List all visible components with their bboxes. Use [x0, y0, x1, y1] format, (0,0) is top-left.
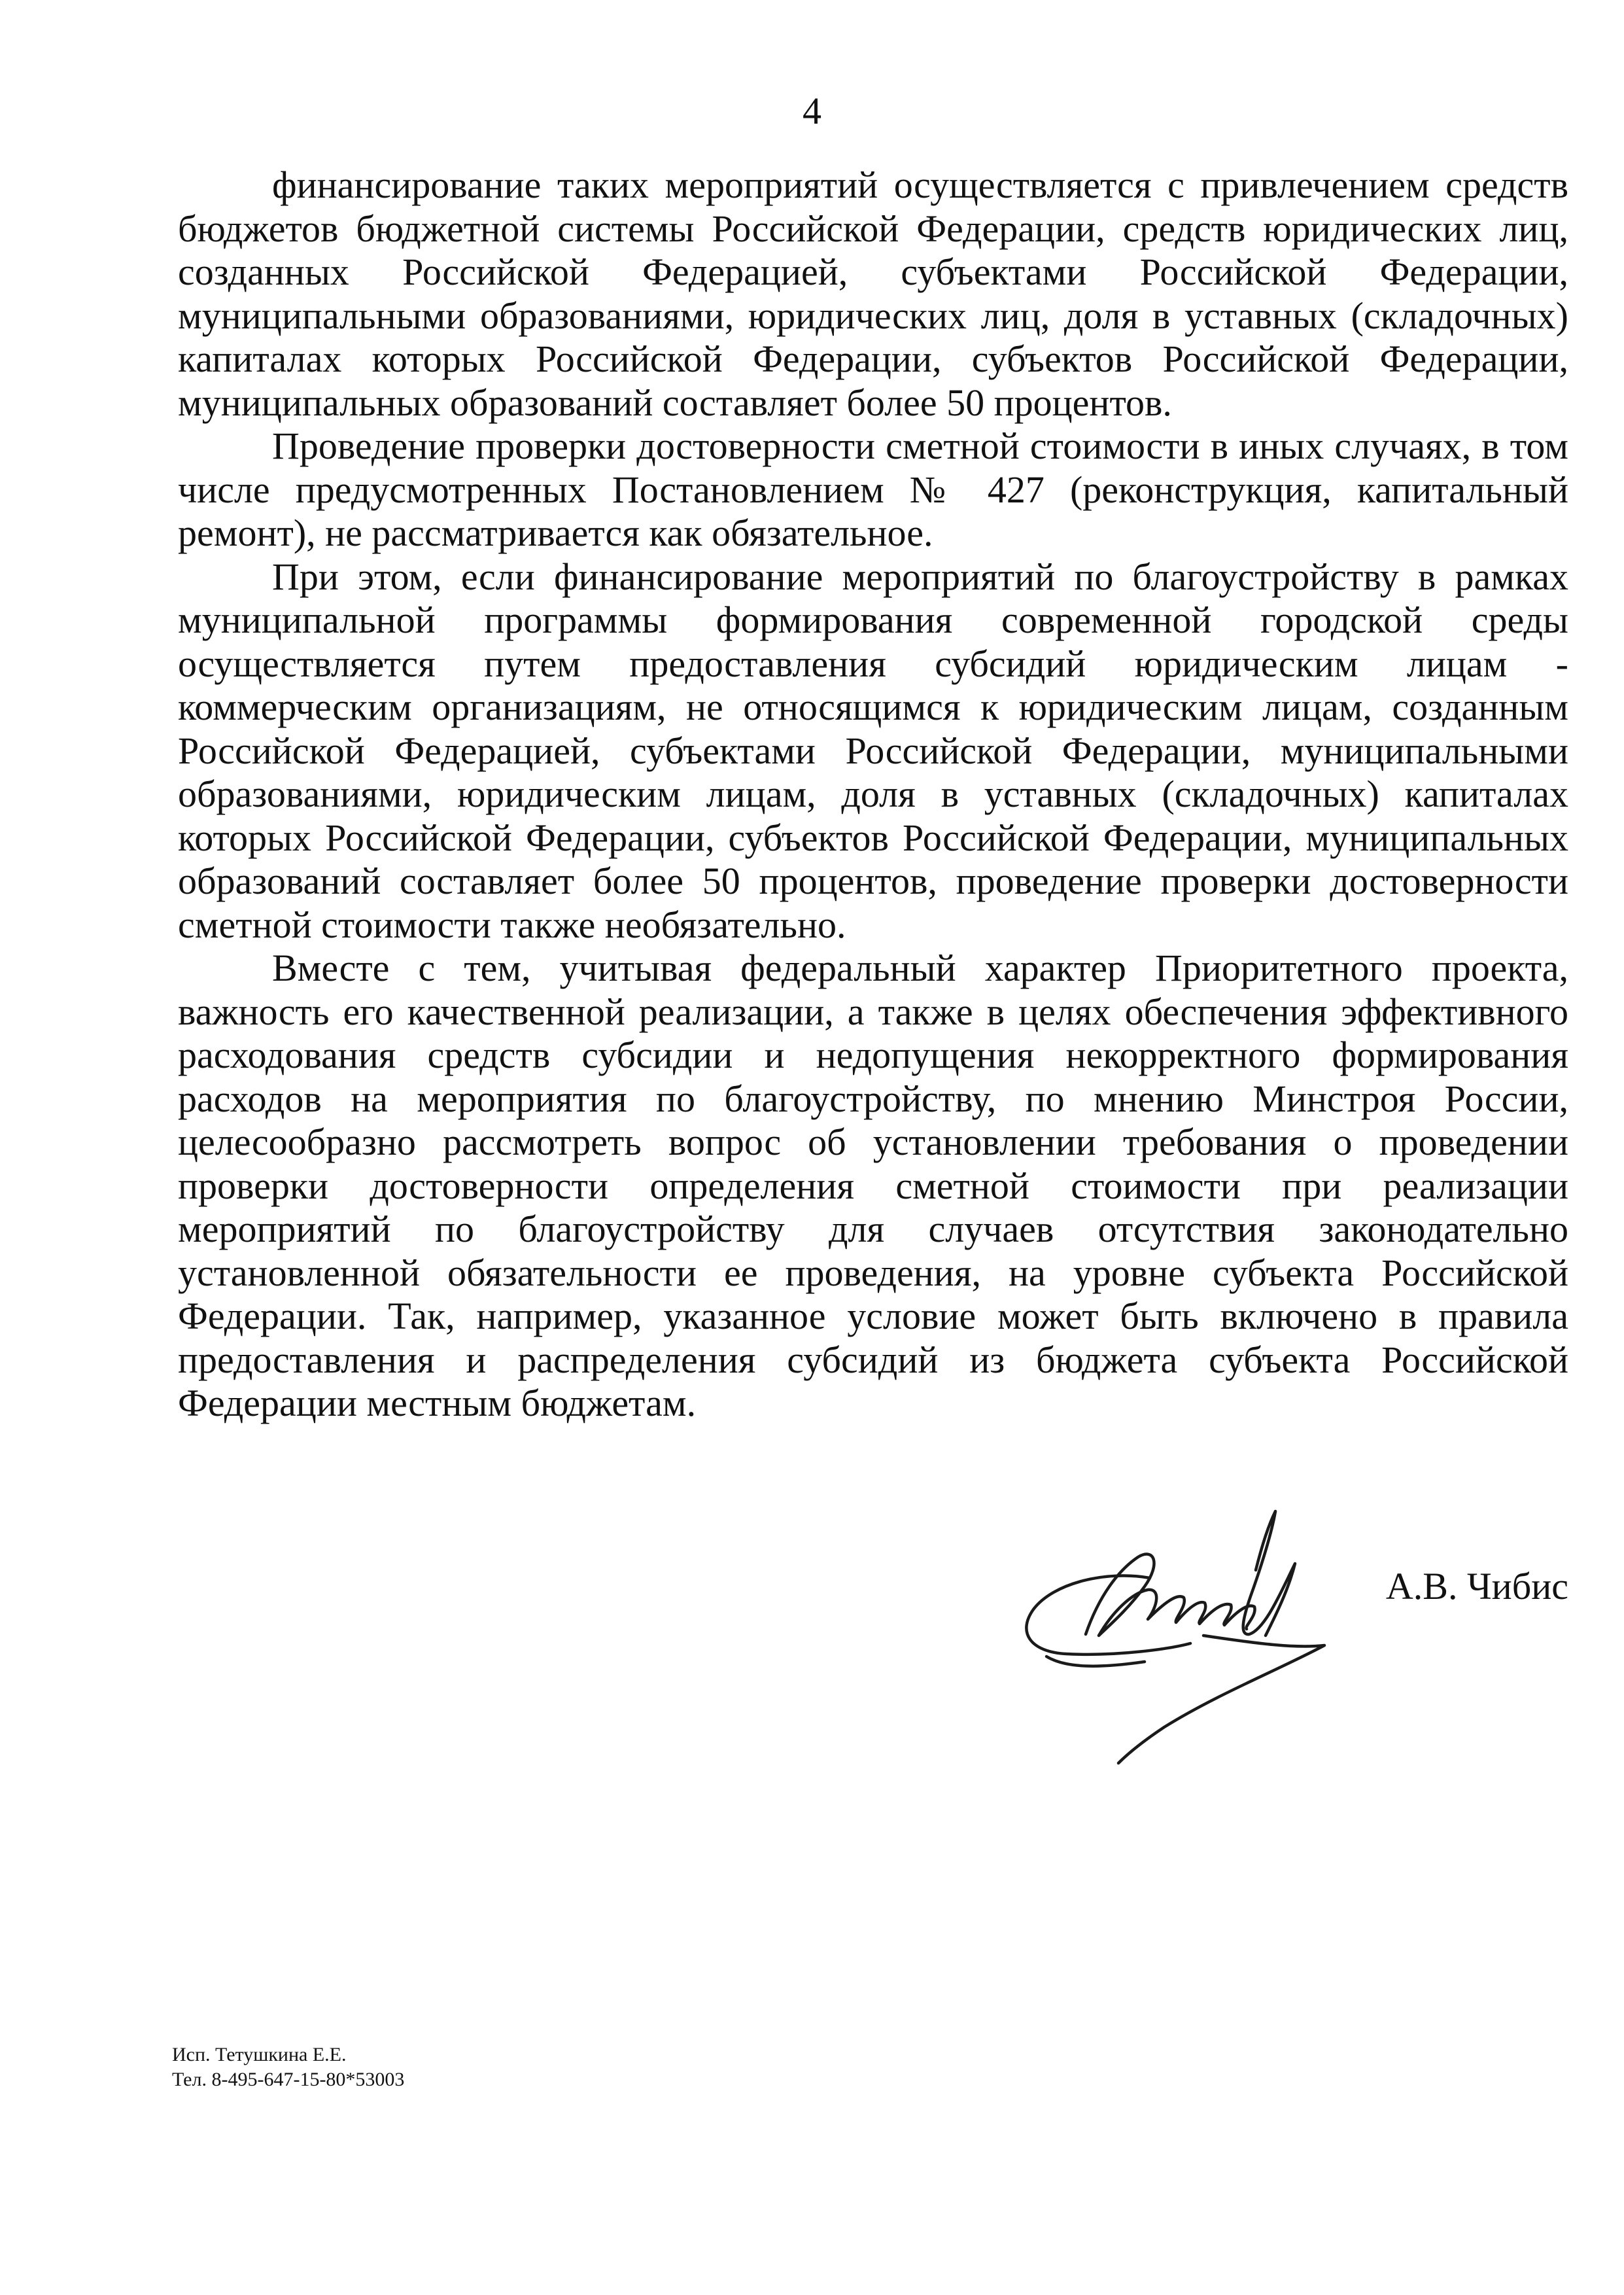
text-line: проверки достоверности определения сметной стоимости при реализации	[178, 1164, 1568, 1207]
text-line: Федерации. Так, например, указанное условие может быть включено в правила	[178, 1295, 1568, 1337]
text-line: Российской Федерацией, субъектами Российской Федерации, муниципальными	[178, 729, 1568, 772]
text-line: мероприятий по благоустройству для случаев отсутствия законодательно	[178, 1208, 1568, 1250]
page-number: 4	[803, 90, 821, 132]
text-line: ремонт), не рассматривается как обязательное.	[178, 512, 933, 554]
text-line: предоставления и распределения субсидий из бюджета субъекта Российской	[178, 1338, 1568, 1381]
text-line: При этом, если финансирование мероприятий по благоустройству в рамках	[272, 555, 1568, 598]
text-line: образований составляет более 50 процентов, проведение проверки достоверности	[178, 860, 1568, 902]
handwritten-signature	[1007, 1472, 1360, 1779]
text-line: Вместе с тем, учитывая федеральный характер Приоритетного проекта,	[272, 947, 1568, 989]
paragraph-3	[178, 555, 1568, 947]
text-line: которых Российской Федерации, субъектов Российской Федерации, муниципальных	[178, 816, 1568, 859]
text-line: Проведение проверки достоверности сметной стоимости в иных случаях, в том	[272, 425, 1568, 467]
signatory-name: А.В. Чибис	[1385, 1565, 1568, 1607]
text-line: важность его качественной реализации, а также в целях обеспечения эффективного	[178, 990, 1568, 1033]
text-line: созданных Российской Федерацией, субъектами Российской Федерации,	[178, 251, 1568, 293]
text-line: расходов на мероприятия по благоустройству, по мнению Минстроя России,	[178, 1077, 1568, 1120]
text-line: целесообразно рассмотреть вопрос об установлении требования о проведении	[178, 1121, 1568, 1163]
text-line: бюджетов бюджетной системы Российской Федерации, средств юридических лиц,	[178, 207, 1568, 250]
text-line: образованиями, юридическим лицам, доля в уставных (складочных) капиталах	[178, 773, 1568, 815]
text-line: капиталах которых Российской Федерации, субъектов Российской Федерации,	[178, 338, 1568, 380]
text-line: муниципальными образованиями, юридических лиц, доля в уставных (складочных)	[178, 294, 1568, 337]
paragraph-2	[178, 425, 1568, 555]
paragraph-4	[178, 947, 1568, 1426]
text-line: числе предусмотренных Постановлением № 427 (реконструкция, капитальный	[178, 468, 1568, 511]
executor-name: Исп. Тетушкина Е.Е.	[172, 2044, 347, 2065]
letter-body	[178, 164, 1568, 1426]
text-line: расходования средств субсидии и недопущения некорректного формирования	[178, 1034, 1568, 1076]
paragraph-1	[178, 164, 1568, 425]
text-line: осуществляется путем предоставления субсидий юридическим лицам -	[178, 642, 1568, 685]
text-line: Федерации местным бюджетам.	[178, 1382, 697, 1424]
text-line: установленной обязательности ее проведения, на уровне субъекта Российской	[178, 1251, 1568, 1294]
text-line: сметной стоимости также необязательно.	[178, 903, 846, 946]
text-line: муниципальных образований составляет более 50 процентов.	[178, 381, 1172, 424]
executor-phone: Тел. 8-495-647-15-80*53003	[172, 2069, 405, 2090]
text-line: муниципальной программы формирования современной городской среды	[178, 599, 1568, 641]
text-line: финансирование таких мероприятий осуществляется с привлечением средств	[272, 164, 1568, 206]
executor-info	[172, 2042, 404, 2092]
text-line: коммерческим организациям, не относящимся к юридическим лицам, созданным	[178, 686, 1568, 728]
